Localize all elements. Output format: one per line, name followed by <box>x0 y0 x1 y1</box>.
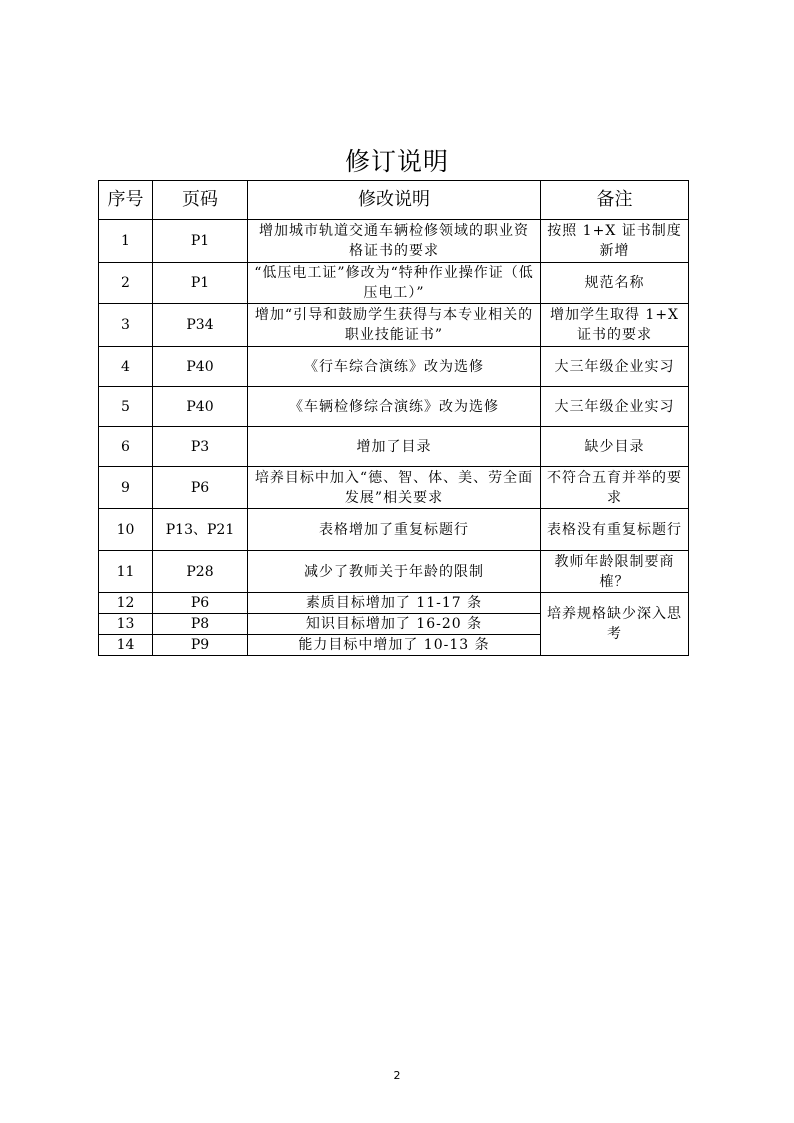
row-page: P1 <box>153 220 248 263</box>
row-description: 能力目标中增加了 10-13 条 <box>248 635 541 656</box>
row-no: 9 <box>99 467 153 509</box>
table-row <box>99 263 689 304</box>
row-no: 14 <box>99 635 153 656</box>
row-description: “低压电工证”修改为“特种作业操作证（低压电工）” <box>248 263 541 304</box>
header-page: 页码 <box>153 181 248 220</box>
document-title: 修订说明 <box>344 147 449 176</box>
row-page: P6 <box>153 593 248 614</box>
row-description: 增加城市轨道交通车辆检修领域的职业资格证书的要求 <box>248 220 541 263</box>
row-note: 按照 1+X 证书制度新增 <box>541 220 689 263</box>
row-note: 规范名称 <box>541 263 689 304</box>
header-no: 序号 <box>99 181 153 220</box>
row-note: 大三年级企业实习 <box>541 387 689 427</box>
table-row <box>99 387 689 427</box>
row-page: P1 <box>153 263 248 304</box>
table-row <box>99 593 689 614</box>
row-no: 2 <box>99 263 153 304</box>
table-row <box>99 467 689 509</box>
table-row <box>99 304 689 347</box>
row-description: 培养目标中加入“德、智、体、美、劳全面发展”相关要求 <box>248 467 541 509</box>
row-note: 大三年级企业实习 <box>541 347 689 387</box>
page-number: 2 <box>393 1069 401 1082</box>
row-no: 10 <box>99 509 153 551</box>
row-no: 11 <box>99 551 153 593</box>
row-no: 12 <box>99 593 153 614</box>
row-page: P9 <box>153 635 248 656</box>
row-note: 不符合五育并举的要求 <box>541 467 689 509</box>
row-note: 教师年龄限制要商榷？ <box>541 551 689 593</box>
row-page: P13、P21 <box>153 509 248 551</box>
row-no: 3 <box>99 304 153 347</box>
table-row <box>99 220 689 263</box>
row-page: P34 <box>153 304 248 347</box>
header-description: 修改说明 <box>248 181 541 220</box>
row-description: 素质目标增加了 11-17 条 <box>248 593 541 614</box>
row-note: 缺少目录 <box>541 427 689 467</box>
row-description: 增加“引导和鼓励学生获得与本专业相关的职业技能证书” <box>248 304 541 347</box>
row-description: 《车辆检修综合演练》改为选修 <box>248 387 541 427</box>
table-row <box>99 509 689 551</box>
row-no: 1 <box>99 220 153 263</box>
table-row <box>99 427 689 467</box>
row-page: P40 <box>153 387 248 427</box>
header-note: 备注 <box>541 181 689 220</box>
row-note: 表格没有重复标题行 <box>541 509 689 551</box>
row-no: 5 <box>99 387 153 427</box>
row-no: 6 <box>99 427 153 467</box>
row-note: 培养规格缺少深入思考 <box>541 593 689 656</box>
row-page: P3 <box>153 427 248 467</box>
table-header-row <box>99 181 689 220</box>
row-no: 4 <box>99 347 153 387</box>
row-description: 《行车综合演练》改为选修 <box>248 347 541 387</box>
row-description: 增加了目录 <box>248 427 541 467</box>
table-row <box>99 347 689 387</box>
row-note: 增加学生取得 1+X 证书的要求 <box>541 304 689 347</box>
revision-table <box>98 180 689 656</box>
row-description: 知识目标增加了 16-20 条 <box>248 614 541 635</box>
row-page: P40 <box>153 347 248 387</box>
row-description: 减少了教师关于年龄的限制 <box>248 551 541 593</box>
row-page: P6 <box>153 467 248 509</box>
row-page: P8 <box>153 614 248 635</box>
table-row <box>99 551 689 593</box>
row-no: 13 <box>99 614 153 635</box>
row-description: 表格增加了重复标题行 <box>248 509 541 551</box>
row-page: P28 <box>153 551 248 593</box>
